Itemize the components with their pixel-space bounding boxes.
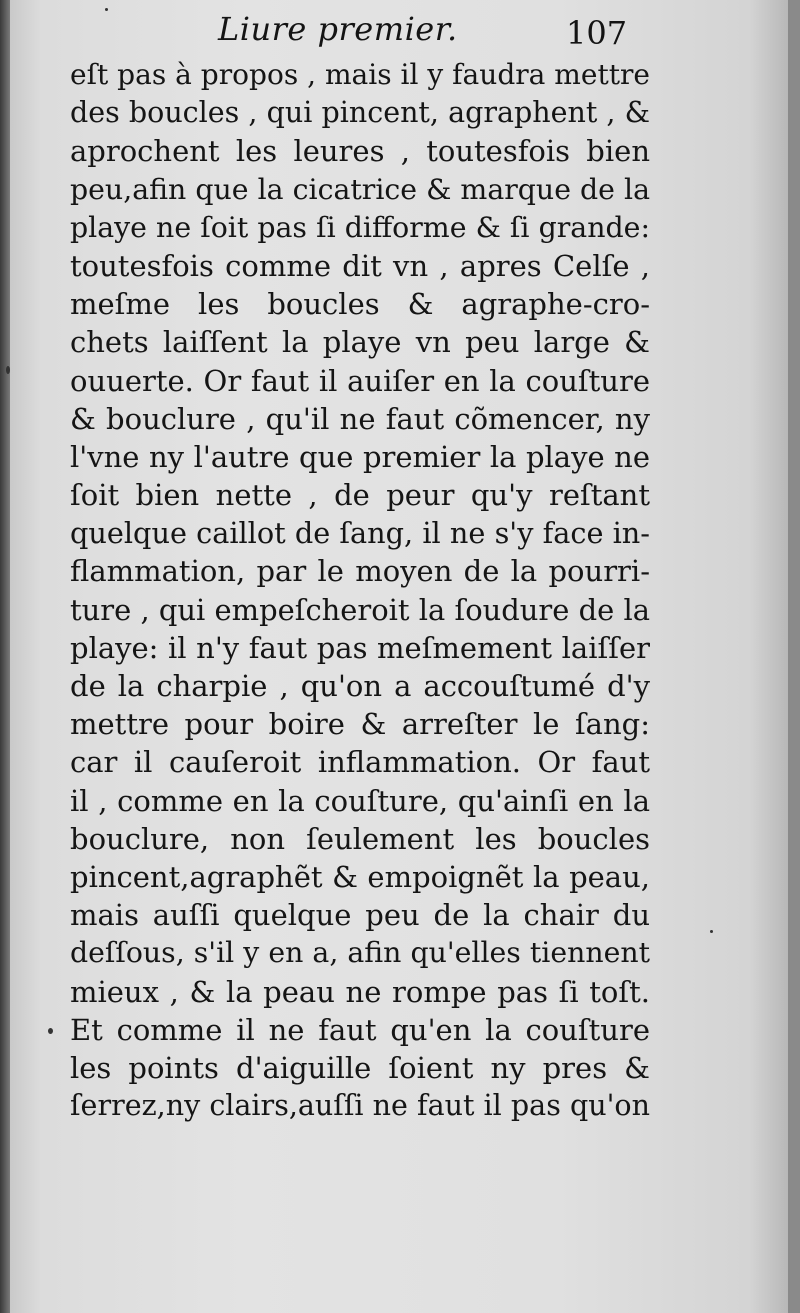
text-line: de la charpie , qu'on a accouſtumé d'y xyxy=(70,669,650,703)
paper-speck xyxy=(710,930,713,933)
text-line: ſoit bien nette , de peur qu'y reſtant xyxy=(70,478,650,513)
page-header xyxy=(10,10,788,56)
text-line: car il cauſeroit inflammation. Or faut xyxy=(70,745,650,780)
paper-speck xyxy=(6,366,10,374)
page-number: 107 xyxy=(566,14,628,52)
paper-speck xyxy=(48,1028,53,1034)
text-line: les points d'aiguille ſoient ny pres & xyxy=(70,1050,650,1085)
text-line: playe: il n'y faut pas meſmement laiſſer xyxy=(70,630,650,665)
paper-speck xyxy=(105,8,108,11)
text-line: ouuerte. Or faut il auiſer en la couſture xyxy=(70,363,650,398)
text-line: bouclure, non ſeulement les boucles xyxy=(70,821,650,856)
text-line: & bouclure , qu'il ne faut cõmencer, ny xyxy=(70,401,650,436)
page-gutter-shadow xyxy=(0,0,10,1313)
text-line: il , comme en la couſture, qu'ainſi en la xyxy=(70,783,650,818)
text-line: chets laiſſent la playe vn peu large & xyxy=(70,325,650,360)
text-line: deſſous, s'il y en a, afin qu'elles tiennent xyxy=(70,936,650,970)
text-line: ſerrez,ny clairs,auſſi ne faut il pas qu'on xyxy=(70,1089,650,1123)
text-line: flammation, par le moyen de la pourri- xyxy=(70,554,650,589)
text-line: mettre pour boire & arreſter le ſang: xyxy=(70,707,650,742)
text-line: des boucles , qui pincent, agraphent , & xyxy=(70,96,650,130)
text-line: eſt pas à propos , mais il y faudra mettre xyxy=(70,58,650,91)
body-text xyxy=(70,56,650,1125)
text-line: ture , qui empeſcheroit la ſoudure de la xyxy=(70,592,650,627)
text-line: playe ne ſoit pas ſi difforme & ſi grande: xyxy=(70,210,650,244)
text-line: l'vne ny l'autre que premier la playe ne xyxy=(70,439,650,474)
text-line: peu,afin que la cicatrice & marque de la xyxy=(70,172,650,206)
text-line: mais auſſi quelque peu de la chair du xyxy=(70,898,650,933)
text-line: quelque caillot de ſang, il ne s'y face in- xyxy=(70,516,650,551)
text-line: toutesfois comme dit vn , apres Celſe , xyxy=(70,248,650,283)
running-head: Liure premier. xyxy=(218,10,458,48)
text-line: meſme les boucles & agraphe-cro- xyxy=(70,287,650,322)
text-line: Et comme il ne faut qu'en la couſture xyxy=(70,1012,650,1047)
text-line: pincent,agraphẽt & empoignẽt la peau, xyxy=(70,859,650,894)
text-line: aprochent les leures , toutesfois bien xyxy=(70,134,650,169)
text-line: mieux , & la peau ne rompe pas ſi toſt. xyxy=(70,974,650,1009)
book-page xyxy=(10,0,788,1313)
